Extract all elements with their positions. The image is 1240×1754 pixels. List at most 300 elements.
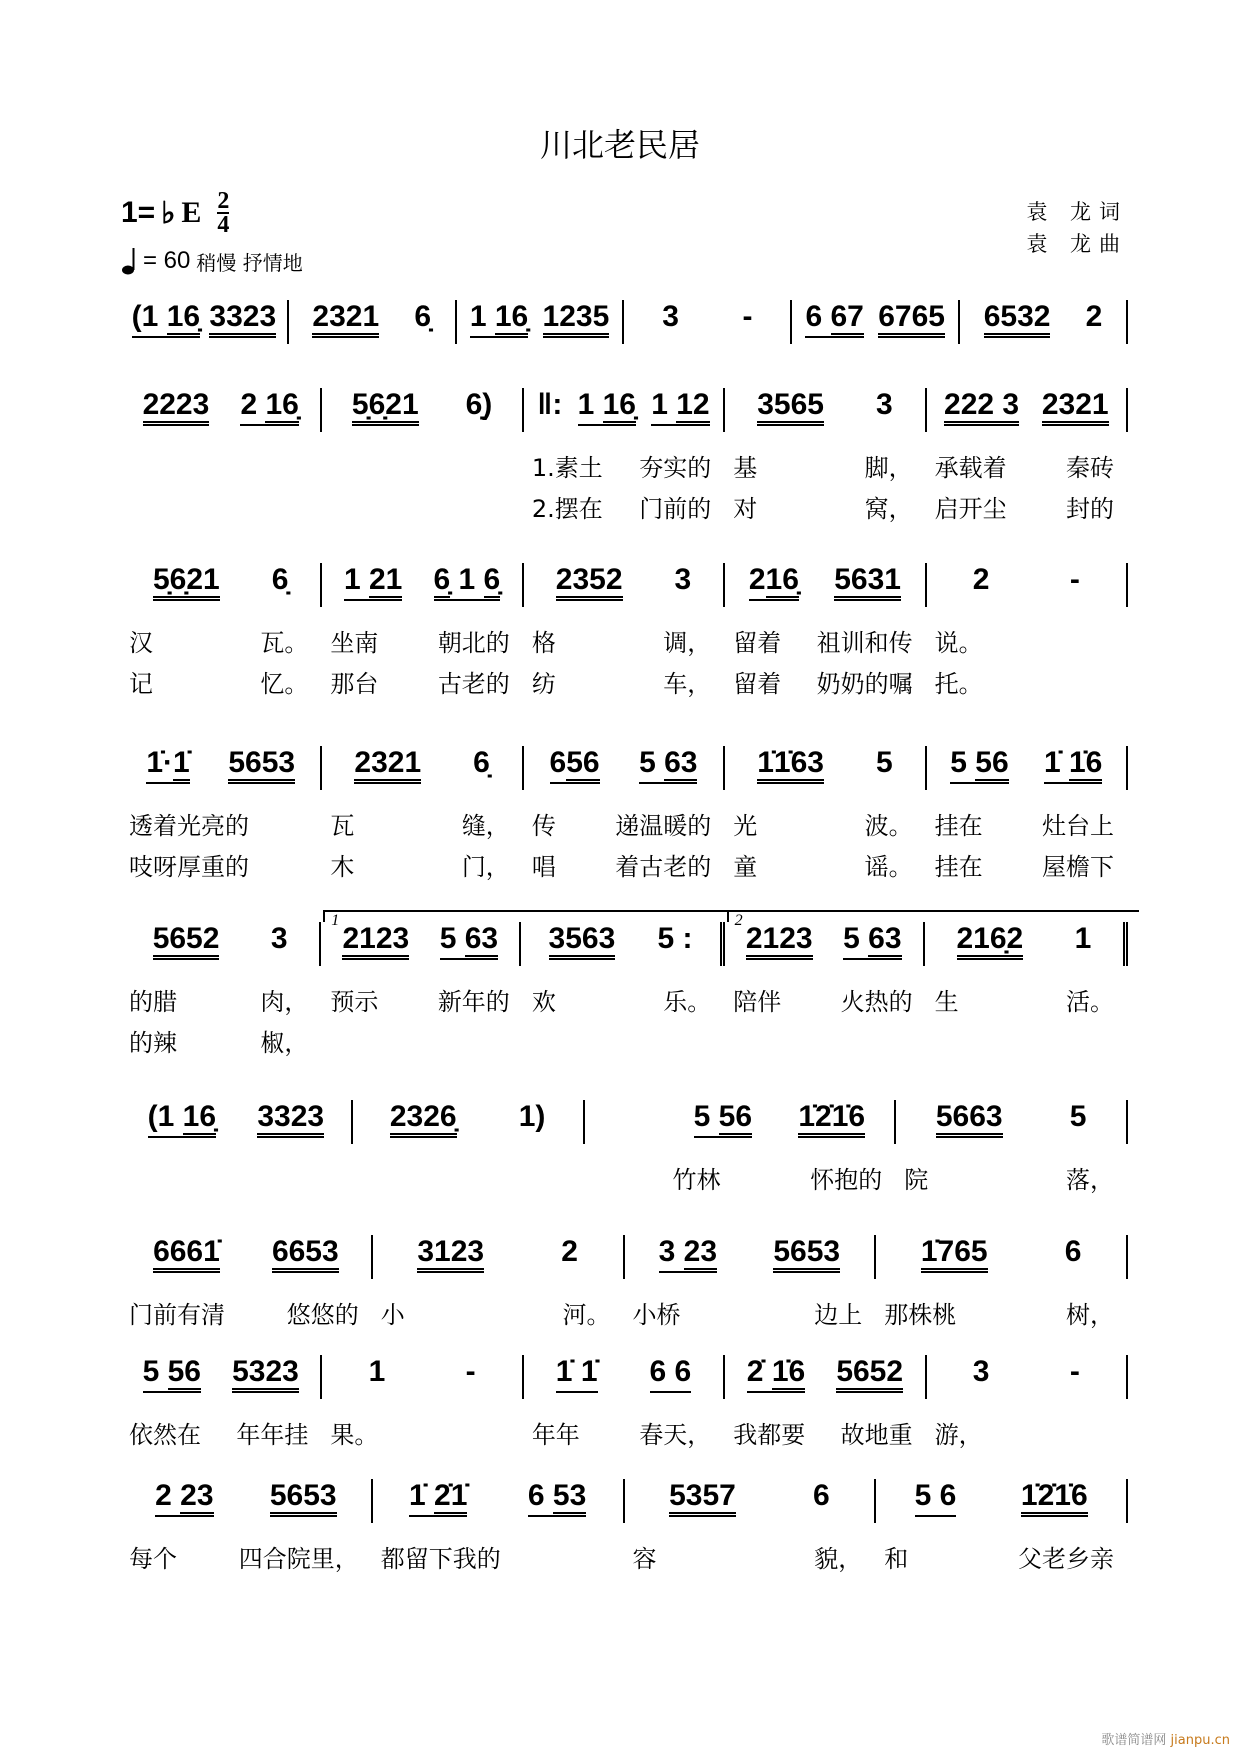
lyric-measure [927, 623, 1128, 658]
beat [209, 300, 276, 338]
lyric-line [121, 489, 1128, 524]
lyric-word: 忆。 [260, 670, 309, 698]
beat [153, 563, 220, 601]
beat [659, 1235, 717, 1273]
beat [155, 1479, 213, 1517]
note-group: 3 [875, 388, 893, 421]
lyric-word: 瓦。 [260, 629, 309, 657]
measure [925, 922, 1128, 966]
note-group: ‖: [537, 388, 563, 421]
beat [556, 1355, 598, 1393]
note-group: 5 [693, 1100, 719, 1133]
note-group: - [742, 300, 753, 333]
beat [657, 922, 692, 956]
measure [927, 746, 1128, 790]
beat [915, 1479, 957, 1517]
beat [843, 922, 901, 960]
note-group: 1 [343, 563, 369, 596]
measure [725, 746, 926, 790]
lyric-word: 托。 [934, 670, 983, 698]
lyric-word: 吱呀厚重的 [129, 853, 249, 881]
lyric-word: 奶奶的嘱 [816, 670, 913, 698]
note-group: 3323 [209, 300, 277, 333]
beat [1070, 563, 1080, 597]
note-group: 222 3 [944, 388, 1020, 421]
lyric-word: 纺 [531, 670, 556, 698]
beat [921, 1235, 988, 1273]
note-group: 16̣ [494, 300, 529, 333]
note-group: 1 [368, 1355, 386, 1388]
beat [876, 746, 893, 780]
measure [121, 1100, 353, 1144]
beat [1070, 1100, 1087, 1134]
note-group: 1235 [542, 300, 610, 333]
beat [669, 1479, 736, 1517]
beat [805, 300, 863, 338]
note-group: 1 [1074, 922, 1092, 955]
lyric-measure [524, 623, 725, 658]
beat [549, 922, 616, 960]
note-group: 6̣ [473, 746, 490, 779]
beat [409, 1479, 467, 1517]
lyric-word: 对 [733, 495, 758, 523]
lyric-word: 肉， [260, 988, 309, 1016]
note-group: 2̇1̇ [434, 1479, 468, 1512]
lyric-word: 游， [934, 1421, 983, 1449]
note-group: 1̇· [146, 746, 173, 779]
note-group: 3563 [548, 922, 616, 955]
lyric-measure [927, 1415, 1128, 1450]
note-group: - [465, 1355, 476, 1388]
beat [746, 922, 813, 960]
lyric-measure [524, 982, 725, 1017]
lyric-word: 2.摆在 [531, 495, 603, 523]
note-group: 6532 [983, 300, 1051, 333]
measure [321, 912, 521, 966]
staff-row [121, 388, 1128, 428]
lyric-measure [524, 448, 725, 483]
lyric-word: 预示 [330, 988, 379, 1016]
beat [757, 388, 824, 426]
lyric-word: 封的 [1066, 495, 1115, 523]
beat [434, 563, 501, 601]
lyric-word: 古老的 [437, 670, 510, 698]
beat [153, 922, 220, 960]
measure [725, 912, 925, 966]
note-group: 16̣ [765, 563, 799, 596]
lyric-word: 那台 [330, 670, 379, 698]
lyric-word: 着古老的 [615, 853, 712, 881]
lyric-measure [625, 1295, 877, 1330]
lyric-word: 小桥 [632, 1301, 681, 1329]
note-group: 21 [369, 563, 403, 596]
lyric-measure [927, 1023, 1128, 1058]
beat [470, 300, 528, 338]
measure [927, 388, 1128, 432]
beat [675, 563, 692, 597]
beat [344, 563, 402, 601]
lyric-word: 我都要 [733, 1421, 806, 1449]
lyric-word: 的辣 [129, 1029, 177, 1057]
beat [876, 388, 893, 422]
note-group: 6765 [878, 300, 945, 333]
note-group: 5 [1069, 1100, 1087, 1133]
note-group: 2̇ [746, 1355, 772, 1388]
measure [725, 388, 926, 432]
note-group: 5 6 [914, 1479, 957, 1512]
note-group: 63 [664, 746, 698, 779]
beat [836, 1355, 903, 1393]
beat [578, 388, 636, 426]
beat [272, 1235, 339, 1273]
lyric-line [121, 1023, 1128, 1058]
lyric-measure [725, 489, 926, 524]
lyric-word: 窝， [864, 495, 913, 523]
note-group: 2123 [342, 922, 410, 955]
measure [121, 922, 321, 966]
note-group: 1 [450, 563, 484, 596]
lyric-word: 欢 [531, 988, 556, 1016]
note-group: 2321 [354, 746, 422, 779]
lyric-word: 屋檐下 [1042, 853, 1115, 881]
lyric-measure [625, 1539, 877, 1574]
note-group: 5 : [657, 922, 693, 955]
note-group: 3 [662, 300, 679, 333]
note-group: 5323 [232, 1355, 299, 1388]
measure [322, 388, 523, 432]
note-group: ( [131, 300, 142, 333]
lyric-measure [121, 1415, 322, 1450]
staff-row [121, 912, 1128, 962]
measure [625, 1479, 877, 1523]
measure [524, 563, 725, 607]
lyric-measure [725, 982, 926, 1017]
time-signature [217, 190, 229, 236]
note-group: 6̣ [414, 300, 432, 333]
beat [143, 388, 210, 426]
lyric-word: 每个 [129, 1545, 177, 1573]
note-group: 3 [658, 1235, 684, 1268]
lyric-word: 车， [663, 670, 712, 698]
note-group: 3 [270, 922, 288, 955]
lyric-word: 谣。 [864, 853, 913, 881]
beat [743, 300, 753, 334]
lyric-word: 春天， [639, 1421, 712, 1449]
beat [957, 922, 1024, 960]
composer: 袁 龙曲 [1026, 232, 1128, 256]
measure [457, 300, 625, 344]
note-group: 2321 [1041, 388, 1109, 421]
lyric-word: 传 [531, 812, 556, 840]
song-title: 川北老民居 [539, 126, 700, 164]
beat [749, 563, 799, 601]
note-group: 1̇ [408, 1479, 435, 1512]
staff-row [121, 1355, 1128, 1395]
note-group: 1) [518, 1100, 546, 1133]
lyric-word: 木 [330, 853, 355, 881]
lyric-word: 依然在 [129, 1421, 201, 1449]
lyric-word: 格 [531, 629, 556, 657]
lyric-measure [927, 664, 1128, 699]
staff-row [121, 1235, 1128, 1275]
lyric-measure [876, 1295, 1128, 1330]
note-group: 5̣6̣21 [351, 388, 419, 421]
measure [353, 1100, 585, 1144]
note-group: 6̣ [433, 563, 451, 596]
note-group: 2321 [312, 300, 380, 333]
note-group: 5 [439, 922, 465, 955]
note-group: 1 [577, 388, 603, 421]
lyric-measure [725, 806, 926, 841]
measure [322, 563, 523, 607]
note-group: 1̇2̇1̇6 [798, 1100, 866, 1133]
lyric-word: 门前的 [639, 495, 712, 523]
beat [798, 1100, 865, 1138]
lyric-line [121, 806, 1128, 841]
note-group: 3565 [757, 388, 824, 421]
lyric-line [121, 664, 1128, 699]
lyric-measure [121, 982, 322, 1017]
watermark-url: jianpu.cn [1170, 1733, 1230, 1748]
lyric-measure [121, 1023, 322, 1058]
lyric-line [121, 1295, 1128, 1330]
beat [312, 300, 379, 338]
lyric-measure [121, 489, 322, 524]
lyric-word: 父老乡亲 [1018, 1545, 1114, 1573]
beat [1021, 1479, 1088, 1517]
lyric-word: 乐。 [663, 988, 712, 1016]
note-group: 1̇1̇63 [757, 746, 824, 779]
lyric-measure [876, 1539, 1128, 1574]
measure [725, 1355, 926, 1399]
tempo-value: = 60 [143, 247, 191, 274]
lyric-word: 说。 [934, 629, 983, 657]
lyric-measure [322, 664, 523, 699]
lyric-word: 光 [733, 812, 758, 840]
measure [373, 1479, 625, 1523]
lyric-measure [524, 847, 725, 882]
lyric-measure [121, 1160, 353, 1195]
beat [414, 300, 431, 334]
note-group: 1 [141, 300, 167, 333]
beat [232, 1355, 299, 1393]
note-group: - [1069, 563, 1080, 596]
lyric-measure [896, 1160, 1128, 1195]
lyric-word: 年年 [531, 1421, 580, 1449]
lyric-line [121, 847, 1128, 882]
quarter-note-icon [121, 246, 137, 276]
note-group: 6 [805, 300, 831, 333]
lyric-word: 基 [733, 454, 758, 482]
beat [747, 1355, 805, 1393]
beat [662, 300, 679, 334]
lyric-measure [927, 847, 1128, 882]
beat [473, 746, 490, 780]
measure [322, 1355, 523, 1399]
note-group: 1̇2̇1̇6 [1020, 1479, 1088, 1512]
note-group: 5 [142, 1355, 168, 1388]
lyric-measure [927, 448, 1128, 483]
staff-row [121, 300, 1128, 340]
watermark [1101, 1729, 1230, 1748]
measure [524, 746, 725, 790]
lyric-word: 那株桃 [884, 1301, 957, 1329]
lyric-measure [121, 664, 322, 699]
measure [121, 1235, 373, 1279]
beat [146, 746, 189, 784]
lyric-word: 祖训和传 [816, 629, 913, 657]
note-group: 5653 [773, 1235, 841, 1268]
lyric-measure [524, 489, 725, 524]
lyric-measure [121, 448, 322, 483]
watermark-cn: 歌谱简谱网 [1101, 1733, 1167, 1748]
lyric-word: 唱 [531, 853, 556, 881]
beat [228, 746, 295, 784]
lyric-word: 灶台上 [1042, 812, 1115, 840]
measure [960, 300, 1128, 344]
beat [1042, 388, 1109, 426]
staff-row [121, 746, 1128, 786]
measure [927, 1355, 1128, 1399]
note-group: 16̣ [265, 388, 299, 421]
note-group: 6 [527, 1479, 553, 1512]
beat [270, 1479, 337, 1517]
note-group: 2 [240, 388, 266, 421]
lyric-word: 童 [733, 853, 758, 881]
beat [257, 1100, 324, 1138]
lyric-word: 陪伴 [733, 988, 782, 1016]
lyric-word: 河。 [562, 1301, 611, 1329]
note-group: 6653 [271, 1235, 339, 1268]
measure [524, 1355, 725, 1399]
lyric-word: 汉 [129, 629, 153, 657]
measure [625, 1235, 877, 1279]
volta-bracket [323, 910, 735, 929]
lyric-word: 调， [663, 629, 712, 657]
beat [153, 1235, 220, 1273]
beat [1065, 1235, 1082, 1269]
lyric-line [121, 1539, 1128, 1574]
measure [322, 746, 523, 790]
lyric-measure [524, 806, 725, 841]
lyric-line [121, 1160, 1128, 1195]
note-group: 2 [1085, 300, 1103, 333]
note-group: 5 [843, 922, 869, 955]
lyric-word: 缝， [461, 812, 510, 840]
note-group: 63 [868, 922, 902, 955]
note-group: 5653 [269, 1479, 337, 1512]
beat [543, 300, 610, 338]
measure [121, 1355, 322, 1399]
lyric-measure [322, 489, 523, 524]
lyric-word: 留着 [733, 670, 782, 698]
note-group: 5 [950, 746, 976, 779]
lyric-word: 朝北的 [437, 629, 510, 657]
lyric-word: 新年的 [437, 988, 510, 1016]
note-group: 3123 [417, 1235, 485, 1268]
note-group: 2 [972, 563, 990, 596]
lyric-line [121, 1415, 1128, 1450]
lyric-word: 递温暖的 [615, 812, 712, 840]
note-group: 1̇ [173, 746, 190, 779]
lyric-measure [524, 664, 725, 699]
lyric-word: 承载着 [934, 454, 1007, 482]
lyric-word: 竹林 [672, 1166, 721, 1194]
lyric-measure [322, 1023, 523, 1058]
beat [834, 563, 901, 601]
note-group: 5653 [228, 746, 296, 779]
note-group: - [1069, 1355, 1080, 1388]
beat [757, 746, 824, 784]
volta-bracket [727, 910, 1139, 929]
note-group: 1̇6 [1069, 746, 1103, 779]
beat [813, 1479, 830, 1513]
note-group: 56 [566, 746, 600, 779]
note-group: 12 [676, 388, 710, 421]
lyric-word: 记 [129, 670, 153, 698]
lyric-word: 生 [934, 988, 959, 1016]
note-group: 2 [748, 563, 766, 596]
beat [1070, 1355, 1080, 1389]
lyric-word: 故地重 [840, 1421, 913, 1449]
lyric-measure [725, 847, 926, 882]
lyric-word: 火热的 [840, 988, 913, 1016]
note-group: 6 6 [649, 1355, 692, 1388]
beat [1086, 300, 1103, 334]
volta-label: 2 [734, 912, 743, 929]
measure [289, 300, 457, 344]
beat [561, 1235, 578, 1269]
lyric-measure [121, 806, 322, 841]
measure [896, 1100, 1128, 1144]
note-group: 67 [830, 300, 864, 333]
lyric-word: 瓦 [330, 812, 355, 840]
lyric-line [121, 982, 1128, 1017]
lyric-measure [524, 1415, 725, 1450]
lyric-word: 门， [461, 853, 510, 881]
lyric-word: 容 [632, 1545, 657, 1573]
note-group: 16̣ [166, 300, 201, 333]
beat [240, 388, 298, 426]
note-group: 3323 [257, 1100, 325, 1133]
lyric-word: 夯实的 [639, 454, 712, 482]
note-group: 1 [157, 1100, 183, 1133]
beat [271, 922, 288, 956]
beat [550, 746, 600, 784]
beat [936, 1100, 1003, 1138]
lyric-word: 果。 [330, 1421, 379, 1449]
measure [524, 388, 725, 432]
note-group: 6 [812, 1479, 830, 1512]
lyric-word: 树， [1066, 1301, 1114, 1329]
note-group: 2223 [142, 388, 210, 421]
lyric-measure [665, 1160, 897, 1195]
note-group: 6̣ [483, 563, 501, 596]
note-group: 5663 [935, 1100, 1003, 1133]
time-bottom: 4 [217, 212, 230, 238]
volta-label: 1 [331, 912, 340, 929]
lyric-word: 四合院里， [238, 1545, 359, 1573]
beat [148, 1100, 216, 1138]
measure [876, 1479, 1128, 1523]
lyric-measure [322, 448, 523, 483]
time-top: 2 [217, 188, 230, 214]
note-group: 23 [683, 1235, 718, 1268]
lyric-measure [725, 448, 926, 483]
note-group: 23 [180, 1479, 214, 1512]
note-group: 1 [651, 388, 677, 421]
measure [121, 1479, 373, 1523]
